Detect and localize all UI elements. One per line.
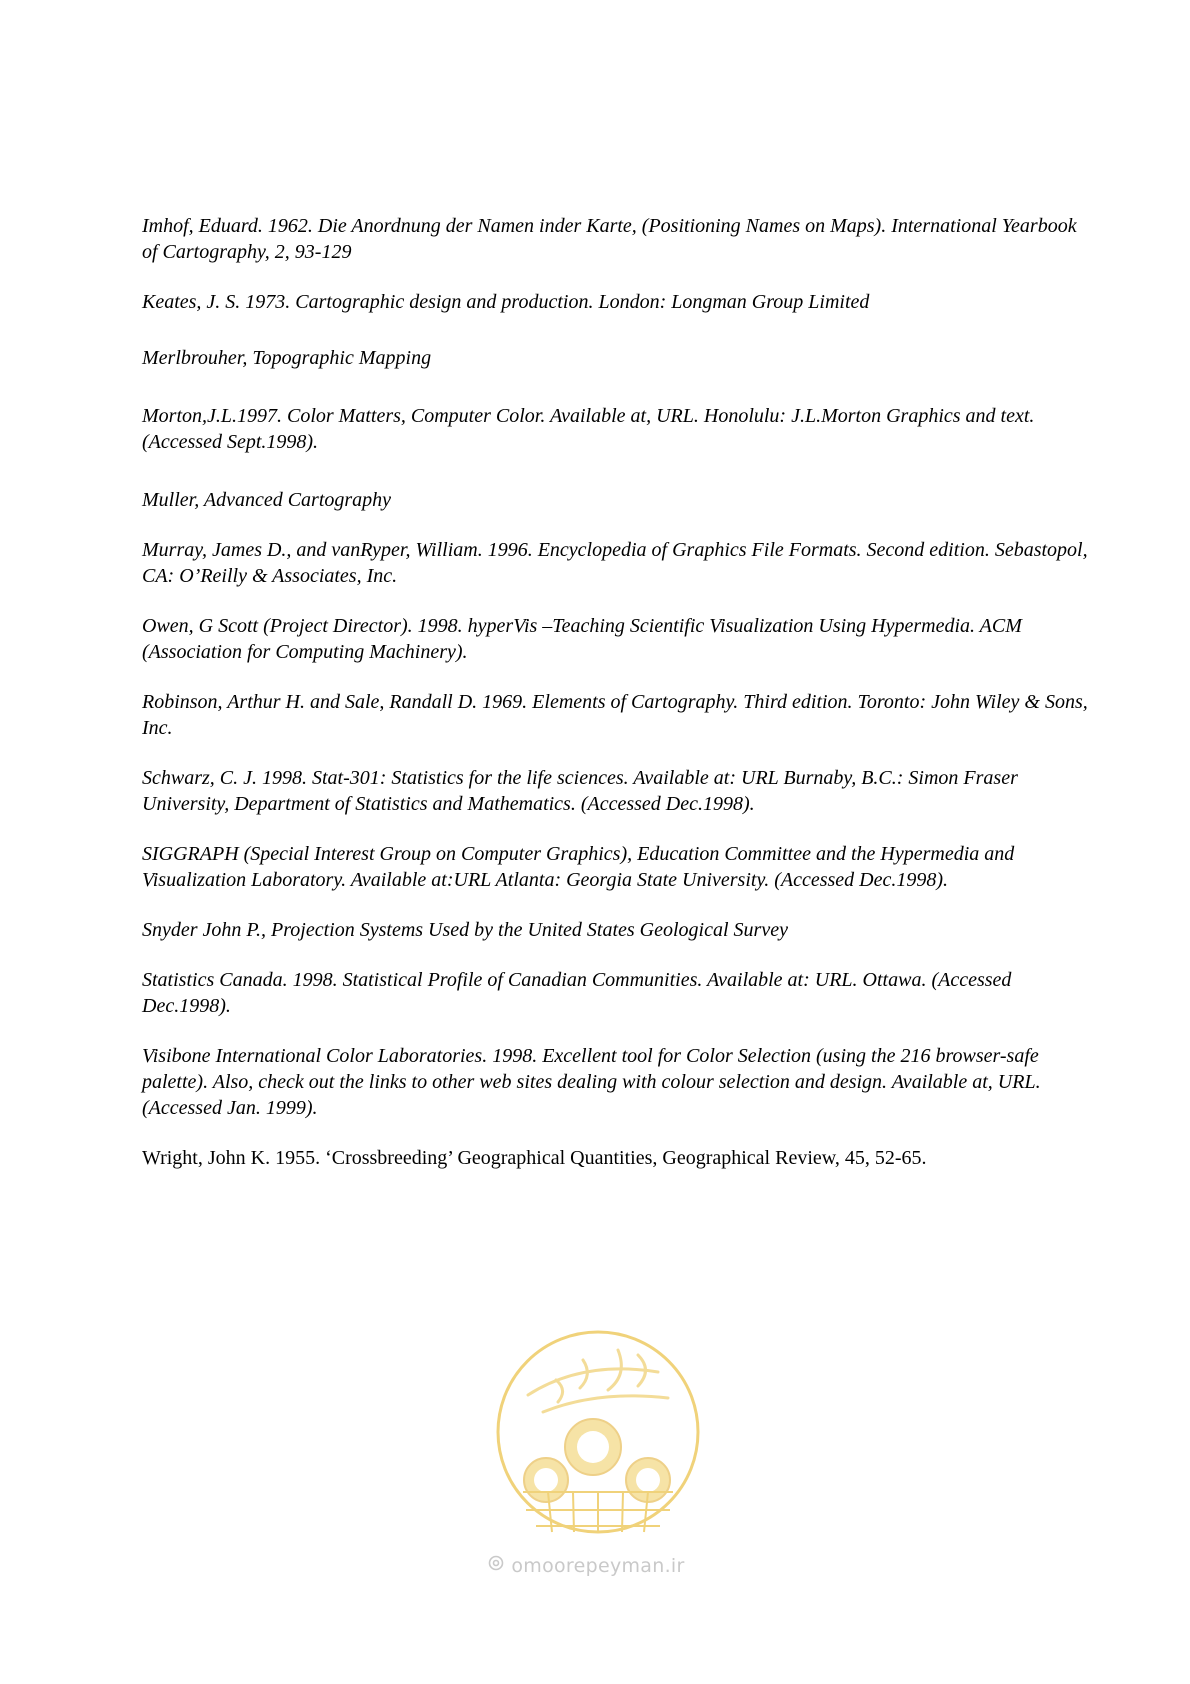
reference-item: Statistics Canada. 1998. Statistical Profile of Canadian Communities. Available at: URL. Ottawa. (Accessed Dec.1998). bbox=[142, 969, 1012, 1017]
watermark-logo-icon bbox=[488, 1320, 708, 1552]
reference-item: Robinson, Arthur H. and Sale, Randall D. 1969. Elements of Cartography. Third edition. Toronto: John Wiley & Sons, Inc. bbox=[142, 691, 1088, 739]
reference-item: Schwarz, C. J. 1998. Stat-301: Statistics for the life sciences. Available at: URL Burnaby, B.C.: Simon Fraser University, Department of Statistics and Mathematics. (Accessed Dec.1998). bbox=[142, 767, 1018, 815]
reference-item: Owen, G Scott (Project Director). 1998. hyperVis –Teaching Scientific Visualization Using Hypermedia. ACM (Association for Computing Machinery). bbox=[142, 615, 1022, 663]
reference-item: Visibone International Color Laboratories. 1998. Excellent tool for Color Selection (using the 216 browser-safe palette). Also, check out the links to other web sites dealing with colour selection and design. Available at, URL. (Accessed Jan. 1999). bbox=[142, 1045, 1041, 1119]
reference-item: Murray, James D., and vanRyper, William. 1996. Encyclopedia of Graphics File Formats. Second edition. Sebastopol, CA: O’Reilly & Associates, Inc. bbox=[142, 539, 1088, 587]
reference-item: Muller, Advanced Cartography bbox=[142, 489, 392, 511]
at-sign-icon bbox=[488, 1555, 504, 1571]
watermark-site: omoorepeyman.ir bbox=[511, 1555, 685, 1577]
watermark-site-text bbox=[488, 1555, 708, 1577]
reference-item: Keates, J. S. 1973. Cartographic design and production. London: Longman Group Limited bbox=[142, 291, 870, 313]
reference-item: Merlbrouher, Topographic Mapping bbox=[142, 347, 432, 369]
reference-item: Snyder John P., Projection Systems Used by the United States Geological Survey bbox=[142, 919, 788, 941]
reference-item: Imhof, Eduard. 1962. Die Anordnung der Namen inder Karte, (Positioning Names on Maps). International Yearbook of Cartography, 2, 93-129 bbox=[142, 215, 1077, 263]
reference-item: SIGGRAPH (Special Interest Group on Computer Graphics), Education Committee and the Hypermedia and Visualization Laboratory. Available at:URL Atlanta: Georgia State University. (Accessed Dec.1998). bbox=[142, 843, 1015, 891]
reference-list bbox=[142, 213, 1092, 1195]
watermark bbox=[488, 1320, 708, 1590]
reference-item: Wright, John K. 1955. ‘Crossbreeding’ Geographical Quantities, Geographical Review, 45, 52-65. bbox=[142, 1147, 927, 1169]
reference-item: Morton,J.L.1997. Color Matters, Computer Color. Available at, URL. Honolulu: J.L.Morton Graphics and text. (Accessed Sept.1998). bbox=[142, 405, 1035, 453]
